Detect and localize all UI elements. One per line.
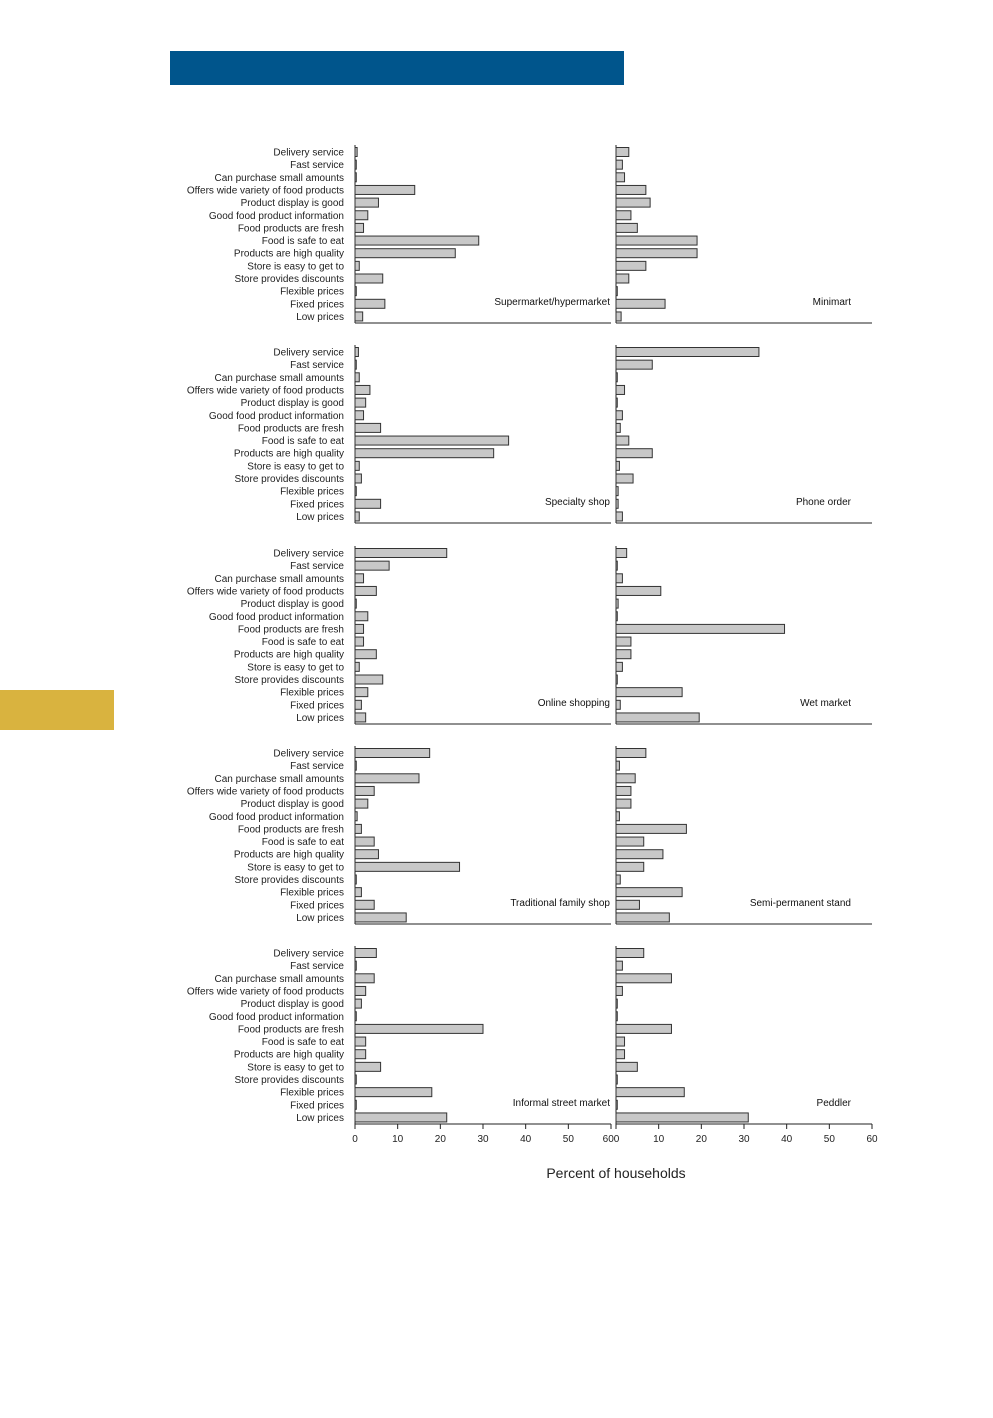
bar	[616, 675, 617, 684]
bar	[355, 1037, 366, 1046]
category-label: Good food product information	[208, 210, 344, 222]
category-label: Food products are fresh	[237, 423, 344, 435]
bar	[355, 675, 383, 684]
bar	[616, 799, 631, 808]
panel-title: Specialty shop	[544, 497, 610, 508]
bar	[616, 436, 629, 445]
category-label: Offers wide variety of food products	[186, 786, 344, 798]
category-label: Food products are fresh	[237, 624, 344, 636]
category-label: Product display is good	[240, 799, 344, 811]
x-axis	[352, 1124, 878, 1145]
bar	[616, 223, 637, 232]
bar	[355, 561, 389, 570]
category-label: Fast service	[290, 961, 344, 973]
x-tick-label: 50	[823, 1134, 835, 1145]
panel-2	[616, 145, 872, 323]
panel-title: Phone order	[795, 497, 851, 508]
bar	[616, 561, 617, 570]
category-label: Delivery service	[273, 347, 344, 359]
bar	[616, 862, 644, 871]
bar	[355, 198, 378, 207]
bar	[616, 888, 682, 897]
x-axis-title: Percent of households	[546, 1165, 686, 1181]
bar	[355, 875, 356, 884]
panel-title: Minimart	[812, 297, 851, 308]
category-label: Store provides discounts	[234, 875, 344, 886]
category-label: Fast service	[290, 160, 344, 172]
category-label: Fixed prices	[290, 1100, 344, 1112]
bar	[616, 599, 618, 608]
category-label: Flexible prices	[280, 687, 344, 699]
bar	[616, 1050, 625, 1059]
bar	[616, 312, 621, 321]
bar	[355, 185, 415, 194]
category-label: Good food product information	[208, 410, 344, 422]
category-label: Fixed prices	[290, 499, 344, 511]
bar	[616, 236, 697, 245]
bar	[355, 749, 430, 758]
bar	[616, 385, 625, 394]
category-label: Food products are fresh	[237, 1024, 344, 1036]
bar	[355, 612, 368, 621]
bar	[355, 888, 361, 897]
category-label: Store provides discounts	[234, 675, 344, 686]
category-label: Flexible prices	[280, 887, 344, 899]
panel-title: Semi-permanent stand	[749, 898, 851, 909]
bar	[616, 850, 663, 859]
category-label: Food is safe to eat	[261, 837, 344, 849]
panel-3	[187, 345, 611, 523]
bar	[355, 499, 381, 508]
bar	[355, 1113, 447, 1122]
x-tick-label: 600	[602, 1134, 620, 1145]
category-label: Offers wide variety of food products	[186, 986, 344, 998]
bar	[616, 360, 652, 369]
bar	[355, 713, 366, 722]
panel-8	[616, 746, 872, 924]
bar	[355, 299, 385, 308]
bar	[616, 474, 633, 483]
bar	[616, 287, 617, 296]
bar	[616, 900, 639, 909]
bar	[355, 223, 364, 232]
category-label: Products are high quality	[233, 1049, 344, 1061]
bar	[616, 173, 625, 182]
bar	[355, 599, 356, 608]
category-label: Low prices	[296, 912, 344, 924]
panel-1	[187, 145, 611, 323]
bar	[355, 786, 374, 795]
x-tick-label: 10	[653, 1134, 665, 1145]
bar	[616, 586, 661, 595]
bar	[616, 650, 631, 659]
bar	[616, 999, 617, 1008]
category-label: Fast service	[290, 561, 344, 573]
bar	[616, 875, 620, 884]
category-label: Delivery service	[273, 948, 344, 960]
category-label: Product display is good	[240, 398, 344, 410]
x-tick-label: 60	[866, 1134, 878, 1145]
bar	[616, 487, 618, 496]
category-label: Offers wide variety of food products	[186, 185, 344, 197]
bar	[355, 360, 356, 369]
bar	[616, 612, 617, 621]
bar	[355, 913, 406, 922]
x-tick-label: 50	[562, 1134, 574, 1145]
x-tick-label: 20	[434, 1134, 446, 1145]
category-label: Product display is good	[240, 599, 344, 611]
bar	[616, 373, 617, 382]
category-label: Fast service	[290, 360, 344, 372]
bar	[355, 837, 374, 846]
bar	[355, 148, 357, 157]
bar	[616, 1113, 748, 1122]
bar	[355, 1012, 356, 1021]
category-label: Good food product information	[208, 1011, 344, 1023]
category-label: Fixed prices	[290, 299, 344, 311]
bar	[355, 487, 356, 496]
category-label: Can purchase small amounts	[214, 172, 344, 184]
category-label: Food is safe to eat	[261, 637, 344, 649]
bar	[355, 436, 509, 445]
bar	[616, 637, 631, 646]
panel-7	[187, 746, 611, 924]
bar	[355, 986, 366, 995]
bar	[616, 411, 622, 420]
bar	[355, 312, 363, 321]
panel-10	[616, 946, 872, 1124]
bar	[616, 913, 669, 922]
bar	[616, 749, 646, 758]
bar	[355, 348, 358, 357]
bar	[616, 1088, 684, 1097]
bar	[355, 1024, 483, 1033]
bar	[616, 461, 619, 470]
bar	[616, 713, 699, 722]
bar	[616, 824, 686, 833]
bar	[616, 512, 622, 521]
bar	[616, 662, 622, 671]
bar	[355, 999, 361, 1008]
category-label: Product display is good	[240, 999, 344, 1011]
category-label: Good food product information	[208, 811, 344, 823]
category-label: Food is safe to eat	[261, 436, 344, 448]
category-label: Food products are fresh	[237, 824, 344, 836]
bar	[616, 198, 650, 207]
panel-title: Wet market	[800, 698, 851, 709]
x-tick-label: 10	[392, 1134, 404, 1145]
category-label: Store provides discounts	[234, 274, 344, 285]
category-label: Food is safe to eat	[261, 236, 344, 248]
bar	[355, 1050, 366, 1059]
category-label: Can purchase small amounts	[214, 372, 344, 384]
bar	[355, 761, 356, 770]
bar	[616, 261, 646, 270]
panel-title: Online shopping	[537, 698, 610, 709]
bar	[355, 1075, 356, 1084]
bar	[355, 637, 364, 646]
x-tick-label: 40	[781, 1134, 793, 1145]
category-label: Low prices	[296, 1112, 344, 1124]
bar	[616, 1037, 625, 1046]
bar	[355, 700, 361, 709]
x-tick-label: 40	[520, 1134, 532, 1145]
bar	[616, 423, 620, 432]
category-label: Flexible prices	[280, 286, 344, 298]
bar	[355, 211, 368, 220]
bar	[355, 398, 366, 407]
bar	[355, 549, 447, 558]
category-label: Store provides discounts	[234, 1075, 344, 1086]
category-label: Food is safe to eat	[261, 1037, 344, 1049]
panel-9	[187, 946, 611, 1124]
bar	[355, 411, 364, 420]
category-label: Store is easy to get to	[247, 1062, 344, 1074]
bar	[355, 949, 376, 958]
bar	[616, 449, 652, 458]
x-tick-label: 30	[477, 1134, 489, 1145]
category-label: Low prices	[296, 511, 344, 523]
category-label: Delivery service	[273, 548, 344, 560]
bar	[616, 574, 622, 583]
bar	[616, 299, 665, 308]
category-label: Low prices	[296, 311, 344, 323]
category-label: Offers wide variety of food products	[186, 385, 344, 397]
bar	[355, 373, 359, 382]
bar	[616, 185, 646, 194]
category-label: Fixed prices	[290, 700, 344, 712]
bar	[355, 160, 356, 169]
x-tick-label: 20	[695, 1134, 707, 1145]
bar	[355, 236, 479, 245]
bar	[355, 961, 356, 970]
bar	[616, 1012, 617, 1021]
category-label: Products are high quality	[233, 248, 344, 260]
bar	[355, 862, 460, 871]
bar	[616, 812, 619, 821]
bar	[616, 624, 785, 633]
bar	[616, 700, 620, 709]
bar	[355, 1062, 381, 1071]
bar	[355, 850, 378, 859]
bar	[355, 449, 494, 458]
bar	[355, 512, 359, 521]
bar	[355, 774, 419, 783]
bar	[355, 799, 368, 808]
panel-5	[187, 546, 611, 724]
category-label: Products are high quality	[233, 649, 344, 661]
panel-title: Traditional family shop	[510, 898, 610, 909]
category-label: Flexible prices	[280, 1087, 344, 1099]
category-label: Store provides discounts	[234, 474, 344, 485]
bar	[616, 761, 619, 770]
bar	[616, 398, 617, 407]
category-label: Offers wide variety of food products	[186, 586, 344, 598]
bar	[355, 688, 368, 697]
bar	[355, 1100, 356, 1109]
bar	[355, 824, 361, 833]
bar	[616, 688, 682, 697]
bar	[355, 900, 374, 909]
panel-title: Supermarket/hypermarket	[494, 297, 610, 308]
bar	[616, 949, 644, 958]
bar	[616, 1075, 617, 1084]
category-label: Delivery service	[273, 147, 344, 159]
bar	[355, 662, 359, 671]
bar	[616, 499, 618, 508]
bar	[616, 148, 629, 157]
bar	[355, 624, 364, 633]
bar	[355, 650, 376, 659]
panel-title: Peddler	[816, 1098, 851, 1109]
bar	[616, 961, 622, 970]
bar	[616, 348, 759, 357]
category-label: Low prices	[296, 712, 344, 724]
bar	[616, 249, 697, 258]
category-label: Store is easy to get to	[247, 461, 344, 473]
panel-4	[616, 345, 872, 523]
panels-layer	[187, 145, 872, 1124]
bar	[616, 1062, 637, 1071]
category-label: Flexible prices	[280, 486, 344, 498]
category-label: Fast service	[290, 761, 344, 773]
bar	[355, 173, 356, 182]
x-tick-label: 30	[738, 1134, 750, 1145]
bar	[616, 549, 627, 558]
category-label: Products are high quality	[233, 448, 344, 460]
bar	[355, 385, 370, 394]
category-label: Can purchase small amounts	[214, 973, 344, 985]
category-label: Store is easy to get to	[247, 662, 344, 674]
bar	[355, 974, 374, 983]
bar	[355, 574, 364, 583]
category-label: Can purchase small amounts	[214, 573, 344, 585]
bar	[355, 261, 359, 270]
bar	[616, 1100, 617, 1109]
bar	[616, 837, 644, 846]
bar	[616, 774, 635, 783]
bar	[355, 1088, 432, 1097]
bar	[355, 287, 356, 296]
bar	[616, 986, 622, 995]
bar	[355, 812, 357, 821]
bar	[355, 423, 381, 432]
bar	[616, 1024, 671, 1033]
bar	[616, 211, 631, 220]
category-label: Product display is good	[240, 198, 344, 210]
panel-6	[616, 546, 872, 724]
panel-title: Informal street market	[512, 1098, 610, 1109]
category-label: Store is easy to get to	[247, 261, 344, 273]
bar	[355, 274, 383, 283]
category-label: Can purchase small amounts	[214, 773, 344, 785]
category-label: Food products are fresh	[237, 223, 344, 235]
x-tick-label: 0	[352, 1134, 358, 1145]
category-label: Store is easy to get to	[247, 862, 344, 874]
bar	[616, 974, 671, 983]
bar	[355, 461, 359, 470]
bar	[616, 160, 622, 169]
bar	[616, 786, 631, 795]
category-label: Products are high quality	[233, 849, 344, 861]
bar	[355, 249, 455, 258]
category-label: Delivery service	[273, 748, 344, 760]
bar	[355, 474, 361, 483]
bar	[616, 274, 629, 283]
category-label: Fixed prices	[290, 900, 344, 912]
category-label: Good food product information	[208, 611, 344, 623]
bar	[355, 586, 376, 595]
